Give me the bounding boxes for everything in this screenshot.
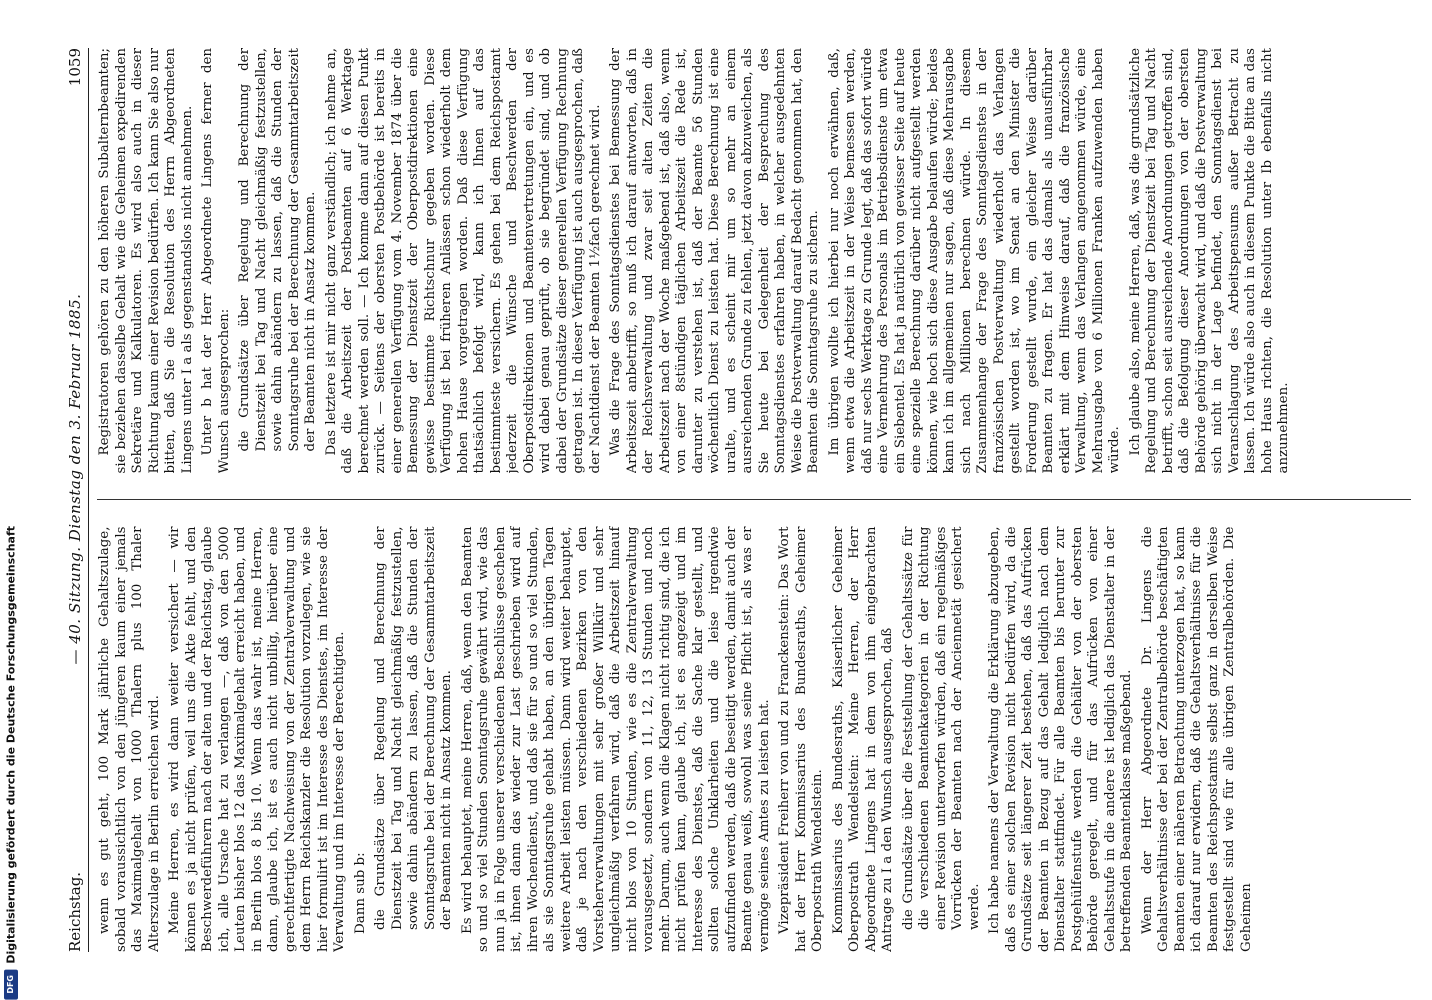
header-center: — 40. Sitzung. Dienstag den 3. Februar 1885.: [66, 293, 84, 665]
paragraph: Dann sub b:: [352, 852, 368, 934]
left-column: [97, 527, 1411, 953]
paragraph: Meine Herren, es wird dann weiter versichert — wir können es ja nicht prüfen, weil uns die Akte fehlt, und den Beschwerdeführern nach der alten und der Reichstag, glaube ich, alle Ursache hat zu verlangen —, daß von den 5000 Leuten bisher blos 12 das Maximalgehalt erreicht haben, und in Berlin blos 8 bis 10. Wenn das wahr ist, meine Herren, dann, glaube ich, ist es auch nicht unbillig, hierüber eine gerechtfertigte Nachweisung von der Zentralverwaltung und dem Herrn Reichskanzler die Resolution vorzulegen, wie sie hier formulirt ist im Interesse des Dienstes, im Interesse der Verwaltung und im Interesse der Berechtigten.: [167, 526, 347, 952]
paragraph: Registratoren gehören zu den höheren Subalternbeamten; sie beziehen dasselbe Gehalt wie die Geheimen expedirenden Sekretäre und Kalkulatoren. Es wird also auch in dieser Richtung kaum einer Revision bedürfen. Ich kann Sie also nur bitten, daß Sie die Resolution des Herrn Abgeordneten Lingens unter I a als gegenstandslos nicht annehmen.: [97, 48, 195, 474]
column-divider: [97, 500, 1411, 501]
page-header: [66, 48, 89, 952]
quote: die Grundsätze über die Feststellung der Gehaltssätze für die verschiedenen Beamtenkategorien in der Richtung einer Revision unterworfen würden, daß ein regelmäßiges Vorrücken der Beamten nach der Anciennetät gesichert werde.: [900, 526, 982, 930]
page-number: 1059: [66, 48, 84, 87]
text-columns: [97, 48, 1411, 952]
speaker-paragraph: Vizepräsident Freiherr von und zu Franckenstein: Das Wort hat der Herr Kommissarius des Bundesraths, Geheimer Oberpostrath Wendelstein.: [777, 526, 825, 952]
paragraph: Es wird behauptet, meine Herren, daß, wenn den Beamten so und so viel Stunden Sonntagsruhe gewährt wird, wie das nun ja in Folge unserer verschiedenen Beschlüsse geschehen ist, ihnen dann das wieder zur Last geschrieben wird auf ihren Wochendienst, und daß sie für so und so viel Stunden, als sie Sonntagsruhe gehabt haben, an den übrigen Tagen weitere Arbeit leisten müssen. Dann wird weiter behauptet, daß je nach den verschiedenen Bezirken von den Vorsteherverwaltungen mit sehr großer Willkür und sehr ungleichmäßig verfahren wird, daß die Arbeitszeit hinauf nicht blos von 10 Stunden, wie es die Zentralverwaltung vorausgesetzt, sondern von 11, 12, 13 Stunden und noch mehr. Darum, auch wenn die Klagen nicht richtig sind, die ich nicht prüfen kann, glaube ich, ist es angezeigt und im Interesse des Dienstes, daß die Sache klar gestellt, und sollten solche Unklarheiten und die leise irgendwie aufzufinden werden, daß die beseitigt werden, damit auch der Beamte genau weiß, sowohl was seine Pflicht ist, als was er vermöge seines Amtes zu leisten hat.: [459, 526, 772, 952]
header-left: Reichstag.: [66, 871, 84, 952]
digitization-footer: [0, 0, 22, 1000]
paragraph: Was die Frage des Sonntagsdienstes bei Bemessung der Arbeitszeit anbetrifft, so muß ich darauf antworten, daß in der Reichsverwaltung und zwar seit alten Zeiten die Arbeitszeit nach der Woche maßgebend ist, daß also, wenn von einer 8stündigen täglichen Arbeitszeit die Rede ist, darunter zu verstehen ist, daß der Beamte 56 Stunden wöchentlich Dienst zu leisten hat. Diese Berechnung ist eine uralte, und es scheint mir um so mehr an einem ausreichenden Grunde zu fehlen, jetzt davon abzuweichen, als Sie heute bei Gelegenheit der Besprechung des Sonntagsdienstes erfahren haben, in welcher ausgedehnten Weise die Postverwaltung darauf Bedacht genommen hat, den Beamten die Sonntagsruhe zu sichern.: [608, 48, 821, 474]
paragraph: wenn es gut geht, 100 Mark jährliche Gehaltszulage, sobald voraussichtlich von den jüngeren kaum einer jemals das Maximalgehalt von 1000 Thalern plus 100 Thaler Alterszulage in Berlin erreichen wird.: [97, 526, 162, 952]
footer-text: Digitalisierung gefördert durch die Deutsche Forschungsgemeinschaft: [4, 526, 18, 964]
quote: die Grundsätze über Regelung und Berechnung der Dienstzeit bei Tag und Nacht gleichmäßig festzustellen, sowie dahin abändern zu lassen, daß die Stunden der Sonntagsruhe bei der Berechnung der Gesammtarbeitszeit der Beamten nicht in Ansatz kommen.: [373, 526, 454, 930]
paragraph: Das letztere ist mir nicht ganz verständlich; ich nehme an, daß die Arbeitszeit der Postbeamten auf 6 Werktage berechnet werden soll. — Ich komme dann auf diesen Punkt zurück. — Seitens der obersten Postbehörde ist bereits in einer generellen Verfügung vom 4. November 1874 über die Bemessung der Dienstzeit der Oberpostdirektionen eine gewisse bestimmte Richtschnur gegeben worden. Diese Verfügung ist bei früheren Anlässen schon wiederholt dem hohen Hause vorgetragen worden. Daß diese Verfügung thatsächlich befolgt wird, kann ich Ihnen auf das bestimmteste versichern. Es gehen bei dem Reichspostamt jederzeit die Wünsche und Beschwerden der Oberpostdirektionen und Beamtenvertretungen ein, und es wird dabei genau geprüft, ob sie begründet sind, und ob dabei der Grundsätze dieser generellen Verfügung Rechnung getragen ist. In dieser Verfügung ist auch ausgesprochen, daß der Nachtdienst der Beamten 1½fach gerechnet wird.: [323, 48, 603, 474]
dfg-logo-icon: DFG: [4, 970, 18, 1000]
paragraph: Im übrigen wollte ich hierbei nur noch erwähnen, daß, wenn etwa die Arbeitszeit in der Weise bemessen werden, daß nur sechs Werktage zu Grunde legt, daß das sofort würde eine Vermehrung des Personals im Betriebsdienste um etwa ein Siebentel. Es hat ja natürlich von gewisser Seite auf heute eine spezielle Berechnung darüber nicht aufgestellt werden können, wie hoch sich diese Ausgabe belaufen würde; beides kann ich im allgemeinen nur sagen, daß diese Mehrausgabe sich nach Millionen berechnen würde. In diesem Zusammenhange der Frage des Sonntagsdienstes in der französischen Postverwaltung wiederholt das Verlangen gestellt worden ist, wo im Senat an den Minister die Forderung gestellt wurde, ein gleicher Weise darüber Beamten zu fragen. Er hat das damals als unausführbar erklärt mit dem Hinweise darauf, daß die französische Verwaltung, wenn das Verlangen angenommen würde, eine Mehrausgabe von 6 Millionen Franken aufzuwenden haben würde.: [826, 48, 1122, 474]
paragraph: Wenn der Herr Abgeordnete Dr. Lingens die Gehaltsverhältnisse der bei der Zentralbehörde beschäftigten Beamten einer näheren Betrachtung unterzogen hat, so kann ich darauf nur erwidern, daß die Gehaltsverhältnisse für die Beamten des Reichspostamts selbst ganz in derselben Weise festgestellt sind wie für alle übrigen Zentralbehörden. Die Geheimen: [1139, 526, 1254, 952]
right-column: [97, 48, 1411, 474]
speaker-paragraph: Kommissarius des Bundesraths, Kaiserlicher Geheimer Oberpostrath Wendelstein: Meine Herren, der Herr Abgeordnete Lingens hat in dem von ihm eingebrachten Antrage zu I a den Wunsch ausgesprochen, daß: [830, 526, 895, 952]
scanned-page: [40, 20, 1430, 980]
paragraph: Ich glaube also, meine Herren, daß, was die grundsätzliche Regelung und Berechnung der Dienstzeit bei Tag und Nacht betrifft, schon seit ausreichende Anordnungen getroffen sind, daß die Befolgung dieser Anordnungen von der obersten Behörde gehörig überwacht wird, und daß die Postverwaltung sich nicht in der Lage befindet, den Sonntagsdienst bei Veranschlagung des Arbeitspensums außer Betracht zu lassen. Ich würde also auch in diesem Punkte die Bitte an das hohe Haus richten, die Resolution unter Ib ebenfalls nicht anzunehmen.: [1127, 48, 1291, 474]
paragraph: Unter b hat der Herr Abgeordnete Lingens ferner den Wunsch ausgesprochen:: [200, 48, 232, 474]
quote: die Grundsätze über Regelung und Berechnung der Dienstzeit bei Tag und Nacht gleichmäßig festzustellen, sowie dahin abändern zu lassen, daß die Stunden der Sonntagsruhe bei der Berechnung der Gesammtarbeitszeit der Beamten nicht in Ansatz kommen.: [237, 48, 318, 452]
paragraph: Ich habe namens der Verwaltung die Erklärung abzugeben, daß es einer solchen Revision nicht bedürfen wird, da die Grundsätze seit längerer Zeit bestehen, daß das Aufrücken der Beamten in Bezug auf das Gehalt lediglich nach dem Dienstalter stattfindet. Für alle Beamten bis herunter zur Postgehülfenstufe werden die Gehälter von der obersten Behörde geregelt, und für das Aufrücken von einer Gehaltsstufe in die andere ist lediglich das Dienstalter in der betreffenden Beamtenklasse maßgebend.: [987, 526, 1134, 952]
